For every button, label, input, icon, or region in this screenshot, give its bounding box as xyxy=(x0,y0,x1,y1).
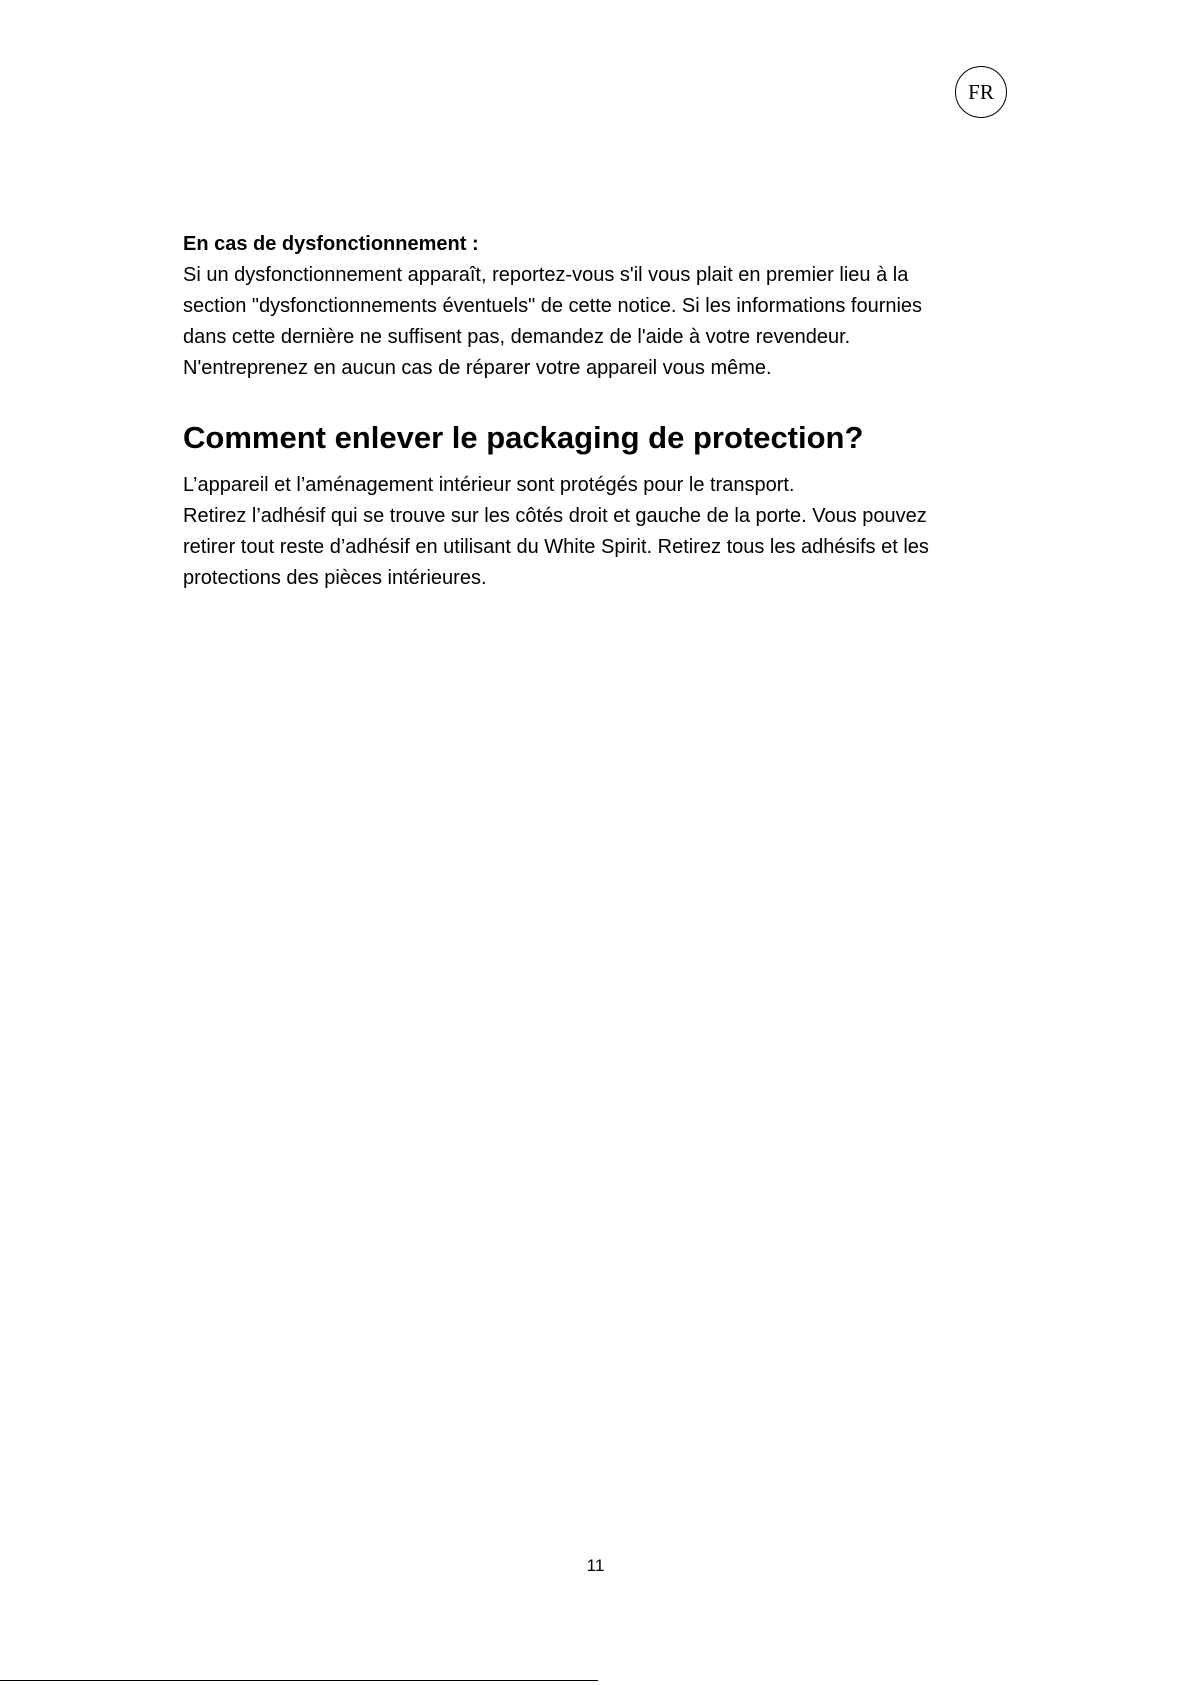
bottom-divider xyxy=(0,1680,598,1681)
malfunction-paragraph xyxy=(183,260,1013,384)
packaging-line: Retirez l’adhésif qui se trouve sur les côtés droit et gauche de la porte. Vous pouvez xyxy=(183,505,927,527)
packaging-paragraph xyxy=(183,470,1013,594)
malfunction-line: section "dysfonctionnements éventuels" de cette notice. Si les informations fournies xyxy=(183,295,923,317)
packaging-line: retirer tout reste d’adhésif en utilisant du White Spirit. Retirez tous les adhésifs et les xyxy=(183,536,929,558)
page-content xyxy=(183,229,1013,594)
packaging-line: protections des pièces intérieures. xyxy=(183,567,487,589)
language-badge: FR xyxy=(955,66,1007,118)
packaging-line: L’appareil et l’aménagement intérieur sont protégés pour le transport. xyxy=(183,474,795,496)
malfunction-line: N'entreprenez en aucun cas de réparer votre appareil vous même. xyxy=(183,357,772,379)
page-number: 11 xyxy=(586,1556,605,1575)
malfunction-line: dans cette dernière ne suffisent pas, demandez de l'aide à votre revendeur. xyxy=(183,326,851,348)
packaging-heading: Comment enlever le packaging de protection? xyxy=(183,420,864,455)
malfunction-title: En cas de dysfonctionnement : xyxy=(183,233,479,255)
malfunction-line: Si un dysfonctionnement apparaît, reportez-vous s'il vous plait en premier lieu à la xyxy=(183,264,909,286)
